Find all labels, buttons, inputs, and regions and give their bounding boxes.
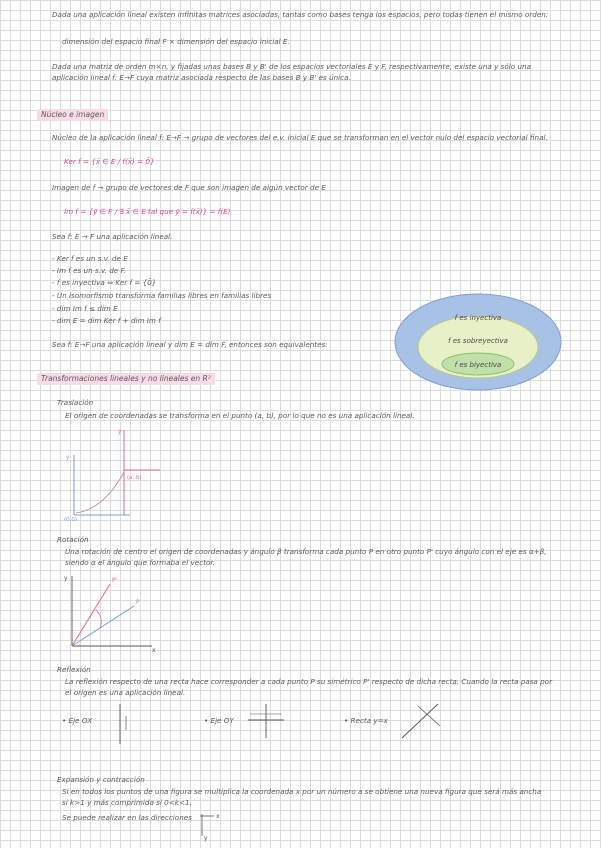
reflexion-text-2: el origen es una aplicación lineal. bbox=[65, 688, 186, 697]
traslacion-graph bbox=[60, 425, 170, 525]
section-heading-transformaciones: Transformaciones lineales y no lineales en R² bbox=[37, 373, 215, 385]
im-formula: Im f = {ȳ ∈ F / ∃ x̄ ∈ E tal que ȳ = f(x̄)} = f(E) bbox=[64, 207, 231, 216]
rotacion-title: Rotación bbox=[57, 535, 89, 544]
nucleo-prop-4: - Un isomorfismo transforma familias libres en familias libres bbox=[52, 291, 272, 300]
intro-line-2: Dada una matriz de orden m×n, y fijadas unas bases B y B' de los espacios vectoriales E y F, respectivamente, existe una y sólo una bbox=[52, 62, 531, 71]
ker-formula: Ker f = {x̄ ∈ E / f(x̄) = 0̄} bbox=[64, 157, 155, 166]
traslacion-label-point: (a, b) bbox=[127, 475, 142, 481]
reflexion-title: Reflexión bbox=[57, 665, 91, 674]
traslacion-curve bbox=[76, 472, 124, 513]
reflexion-recta-cross bbox=[418, 706, 440, 726]
traslacion-label-y: y bbox=[66, 454, 70, 461]
nucleo-conclusion: Sea f: E→F una aplicación lineal y dim E = dim F, entonces son equivalentes: bbox=[52, 340, 328, 349]
rotacion-text-1: Una rotación de centro el origen de coordenadas y ángulo β transforma cada punto P en otro punto P' cuyo ángulo con el eje es α+β, bbox=[65, 547, 547, 556]
venn-label-inyectiva: f es inyectiva bbox=[454, 314, 502, 322]
venn-label-biyectiva: f es biyectiva bbox=[454, 361, 502, 369]
intro-dimension-formula: dimensión del espacio final F × dimensión del espacio inicial E. bbox=[62, 37, 290, 46]
traslacion-text: El origen de coordenadas se transforma en el punto (a, b), por lo que no es una aplicación lineal. bbox=[65, 411, 415, 420]
nucleo-prop-5: - dim Im f ≤ dim E bbox=[52, 304, 118, 313]
expansion-text-2: si k>1 y más comprimida si 0<k<1. bbox=[62, 798, 192, 807]
rotacion-vector-p2 bbox=[72, 584, 110, 646]
rotacion-label-y: y bbox=[64, 575, 68, 582]
expansion-directions-icon bbox=[196, 810, 226, 840]
rotacion-arc bbox=[96, 610, 101, 628]
rotacion-label-p: P bbox=[136, 599, 140, 606]
expansion-axis-x: x bbox=[216, 813, 220, 820]
intro-line-1: Dada una aplicación lineal existen infinitas matrices asociadas, tantas como bases tenga los espacios, pero todas tienen el mismo orden: bbox=[52, 10, 549, 19]
reflexion-eje-ox-label: • Eje OX bbox=[62, 716, 93, 725]
rotacion-graph bbox=[60, 572, 170, 652]
rotacion-text-2: siendo α el ángulo que formaba el vector. bbox=[65, 558, 215, 567]
traslacion-label-origin: (0,0) bbox=[64, 517, 78, 523]
intro-line-3: aplicación lineal f: E→F cuya matriz asociada respecto de las bases B y B' es única. bbox=[52, 73, 351, 82]
rotacion-label-p2: P' bbox=[112, 577, 118, 584]
reflexion-recta-graph bbox=[398, 698, 458, 744]
venn-diagram bbox=[393, 292, 563, 392]
expansion-text-3: Se puede realizar en las direcciones bbox=[62, 813, 192, 822]
traslacion-title: Traslación bbox=[57, 398, 94, 407]
reflexion-text-1: La reflexión respecto de una recta hace corresponder a cada punto P su simétrico P' respecto de dicha recta. Cuando la recta pasa por bbox=[65, 677, 553, 686]
reflexion-eje-ox-graph bbox=[112, 700, 162, 750]
reflexion-recta-line bbox=[402, 704, 438, 738]
expansion-text-1: Si en todos los puntos de una figura se multiplica la coordenada x por un número a se obtiene una nueva figura que será más ancha bbox=[62, 787, 542, 796]
venn-label-sobreyectiva: f es sobreyectiva bbox=[448, 337, 508, 345]
section-heading-nucleo: Núcleo e imagen bbox=[37, 109, 108, 121]
reflexion-eje-oy-graph bbox=[240, 702, 290, 742]
rotacion-label-x: x bbox=[152, 647, 156, 654]
expansion-title: Expansión y contracción bbox=[57, 775, 145, 784]
nucleo-prop-2: - Im f es un s.v. de F. bbox=[52, 266, 126, 275]
nucleo-prop-1: - Ker f es un s.v. de E bbox=[52, 254, 128, 263]
traslacion-label-y2: y bbox=[118, 428, 122, 435]
nucleo-bullet-1: Núcleo de la aplicación lineal f: E→F → grupo de vectores del e.v. inicial E que se transforman en el vector nulo del espacio vectorial final. bbox=[52, 133, 548, 142]
rotacion-vector-p bbox=[72, 606, 134, 646]
reflexion-eje-oy-label: • Eje OY bbox=[204, 716, 234, 725]
expansion-axis-y: y bbox=[204, 835, 208, 842]
nucleo-prop-3: - f es inyectiva ⇔ Ker f = {0̄} bbox=[52, 278, 157, 287]
nucleo-prop-6: - dim E = dim Ker f + dim Im f bbox=[52, 316, 161, 325]
reflexion-recta-label: • Recta y=x bbox=[344, 716, 388, 725]
nucleo-sea: Sea f: E → F una aplicación lineal. bbox=[52, 232, 173, 241]
nucleo-bullet-2: Imagen de f → grupo de vectores de F que son imagen de algún vector de E bbox=[52, 183, 326, 192]
